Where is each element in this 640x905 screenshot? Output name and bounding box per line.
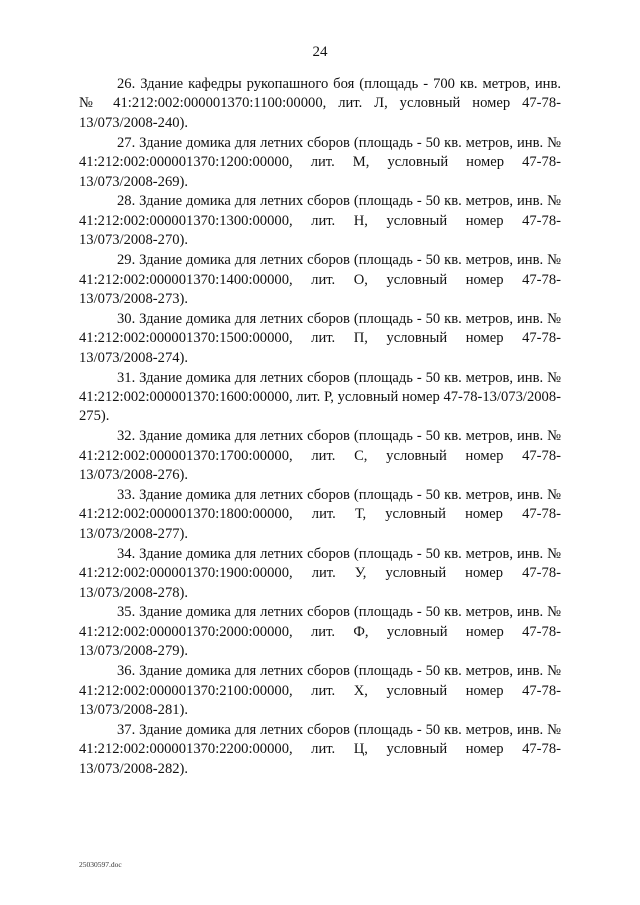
footer-file-code: 25030597.doc bbox=[79, 860, 122, 869]
list-item-30: 30. Здание домика для летних сборов (площадь - 50 кв. метров, инв. № 41:212:002:000001370:1500:00000, лит. П, условный номер 47-78-13/073/2008-274). bbox=[79, 310, 561, 366]
list-item-35: 35. Здание домика для летних сборов (площадь - 50 кв. метров, инв. № 41:212:002:000001370:2000:00000, лит. Ф, условный номер 47-78-13/073/2008-279). bbox=[79, 604, 561, 660]
list-item-34: 34. Здание домика для летних сборов (площадь - 50 кв. метров, инв. № 41:212:002:000001370:1900:00000, лит. У, условный номер 47-78-13/073/2008-278). bbox=[79, 545, 561, 601]
list-item-37: 37. Здание домика для летних сборов (площадь - 50 кв. метров, инв. № 41:212:002:000001370:2200:00000, лит. Ц, условный номер 47-78-13/073/2008-282). bbox=[79, 721, 561, 777]
list-item-32: 32. Здание домика для летних сборов (площадь - 50 кв. метров, инв. № 41:212:002:000001370:1700:00000, лит. С, условный номер 47-78-13/073/2008-276). bbox=[79, 428, 561, 484]
list-item-28: 28. Здание домика для летних сборов (площадь - 50 кв. метров, инв. № 41:212:002:000001370:1300:00000, лит. Н, условный номер 47-78-13/073/2008-270). bbox=[79, 193, 561, 249]
list-item-27: 27. Здание домика для летних сборов (площадь - 50 кв. метров, инв. № 41:212:002:000001370:1200:00000, лит. М, условный номер 47-78-13/073/2008-269). bbox=[79, 134, 561, 190]
document-body bbox=[79, 75, 561, 780]
list-item-31: 31. Здание домика для летних сборов (площадь - 50 кв. метров, инв. № 41:212:002:000001370:1600:00000, лит. Р, условный номер 47-78-13/073/2008-275). bbox=[79, 369, 561, 425]
page-number: 24 bbox=[312, 44, 328, 60]
list-item-36: 36. Здание домика для летних сборов (площадь - 50 кв. метров, инв. № 41:212:002:000001370:2100:00000, лит. Х, условный номер 47-78-13/073/2008-281). bbox=[79, 663, 561, 718]
list-item-33: 33. Здание домика для летних сборов (площадь - 50 кв. метров, инв. № 41:212:002:000001370:1800:00000, лит. Т, условный номер 47-78-13/073/2008-277). bbox=[79, 487, 561, 542]
list-item-29: 29. Здание домика для летних сборов (площадь - 50 кв. метров, инв. № 41:212:002:000001370:1400:00000, лит. О, условный номер 47-78-13/073/2008-273). bbox=[79, 252, 561, 307]
list-item-26: 26. Здание кафедры рукопашного боя (площадь - 700 кв. метров, инв. № 41:212:002:000001370:1100:00000, лит. Л, условный номер 47-78-13/073/2008-240). bbox=[79, 76, 561, 131]
